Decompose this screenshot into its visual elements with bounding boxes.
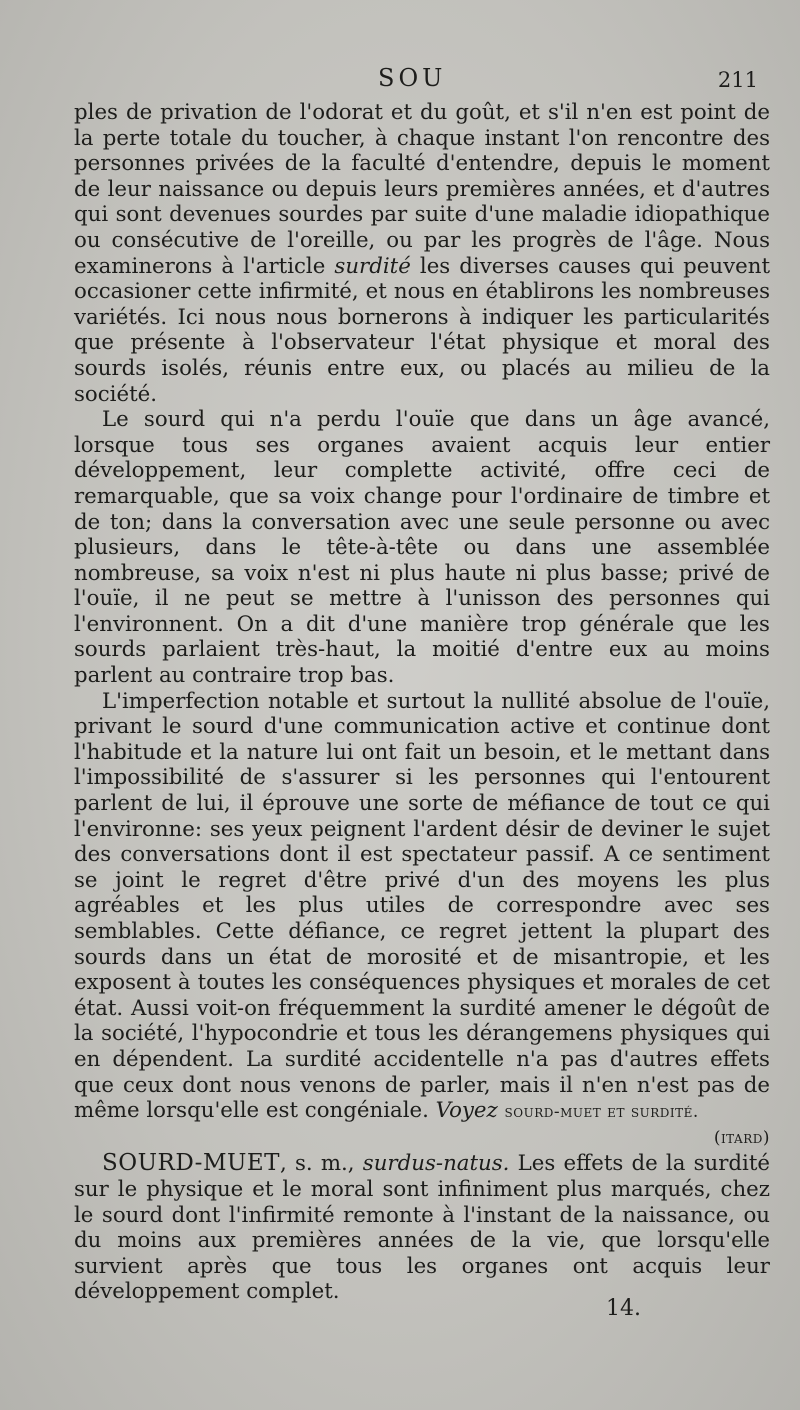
cross-reference: sourd-muet et surdité.: [504, 1102, 699, 1123]
paragraph-continued: [74, 100, 770, 407]
cross-reference-label: Voyez: [435, 1098, 498, 1124]
paragraph: [74, 688, 770, 1148]
paragraph-text: ples de privation de l'odorat et du goût, et s'il n'en est point de la perte totale du toucher, à chaque instant l'on rencontre des personnes privées de la faculté d'entendre, depuis le moment de leur naissance ou depuis leurs premières années, et d'autres qui sont devenues sourdes par suite d'une maladie idiopathique ou consécutive de l'oreille, ou par les progrès de l'âge. Nous examinerons à l'article: [74, 100, 770, 279]
part-of-speech: , s. m.,: [280, 1151, 363, 1177]
running-title: SOU: [378, 64, 447, 92]
italic-term: surdité: [334, 253, 411, 279]
printer-signature-mark: 14.: [606, 1296, 641, 1321]
paragraph-text: les diverses causes qui peuvent occasioner cette infirmité, et nous en établirons les nombreuses variétés. Ici nous nous bornerons à indiquer les particularités que présente à l'observateur l'état physique et moral des sourds isolés, réunis entre eux, ou placés au milieu de la société.: [74, 253, 770, 407]
author-signature: (itard): [713, 1127, 770, 1148]
running-head: [0, 64, 800, 98]
paragraph-text: Les effets de la surdité sur le physique et le moral sont infiniment plus marqués, chez le sourd dont l'infirmité remonte à l'instant de la naissance, ou du moins aux premières années de la vie, que lorsqu'elle survient après que tous les organes ont acquis leur développement complet.: [74, 1151, 770, 1305]
entry-headword: SOURD-MUET: [102, 1150, 281, 1177]
paragraph-text: L'imperfection notable et surtout la nullité absolue de l'ouïe, privant le sourd d'une communication active et continue dont l'habitude et la nature lui ont fait un besoin, et le mettant dans l'impossibilité de s'assurer si les personnes qui l'entourent parlent de lui, il éprouve une sorte de méfiance de tout ce qui l'environne: ses yeux peignent l'ardent désir de deviner le sujet des conversations dont il est spectateur passif. A ce sentiment se joint le regret d'être privé d'un des moyens les plus agréables et les plus utiles de correspondre avec ses semblables. Cette défiance, ce regret jettent la plupart des sourds dans un état de morosité et de misantropie, et les exposent à toutes les conséquences physiques et morales de cet état. Aussi voit-on fréquemment la surdité amener le dégoût de la société, l'hypocondrie et tous les dérangemens physiques qui en dépendent. La surdité accidentelle n'a pas d'autres effets que ceux dont nous venons de parler, mais il n'en n'est pas de même lorsqu'elle est congéniale.: [74, 688, 770, 1124]
latin-term: surdus-natus.: [362, 1151, 510, 1177]
dictionary-entry: [74, 1151, 770, 1305]
page-body: [74, 100, 770, 1305]
paragraph: Le sourd qui n'a perdu l'ouïe que dans un âge avancé, lorsque tous ses organes avaient acquis leur entier développement, leur complette activité, offre ceci de remarquable, que sa voix change pour l'ordinaire de timbre et de ton; dans la conversation avec une seule personne ou avec plusieurs, dans le tête-à-tête ou dans une assemblée nombreuse, sa voix n'est ni plus haute ni plus basse; privé de l'ouïe, il ne peut se mettre à l'unisson des personnes qui l'environnent. On a dit d'une manière trop générale que les sourds parlaient très-haut, la moitié d'entre eux au moins parlent au contraire trop bas.: [74, 407, 770, 689]
page-number: 211: [717, 68, 758, 92]
